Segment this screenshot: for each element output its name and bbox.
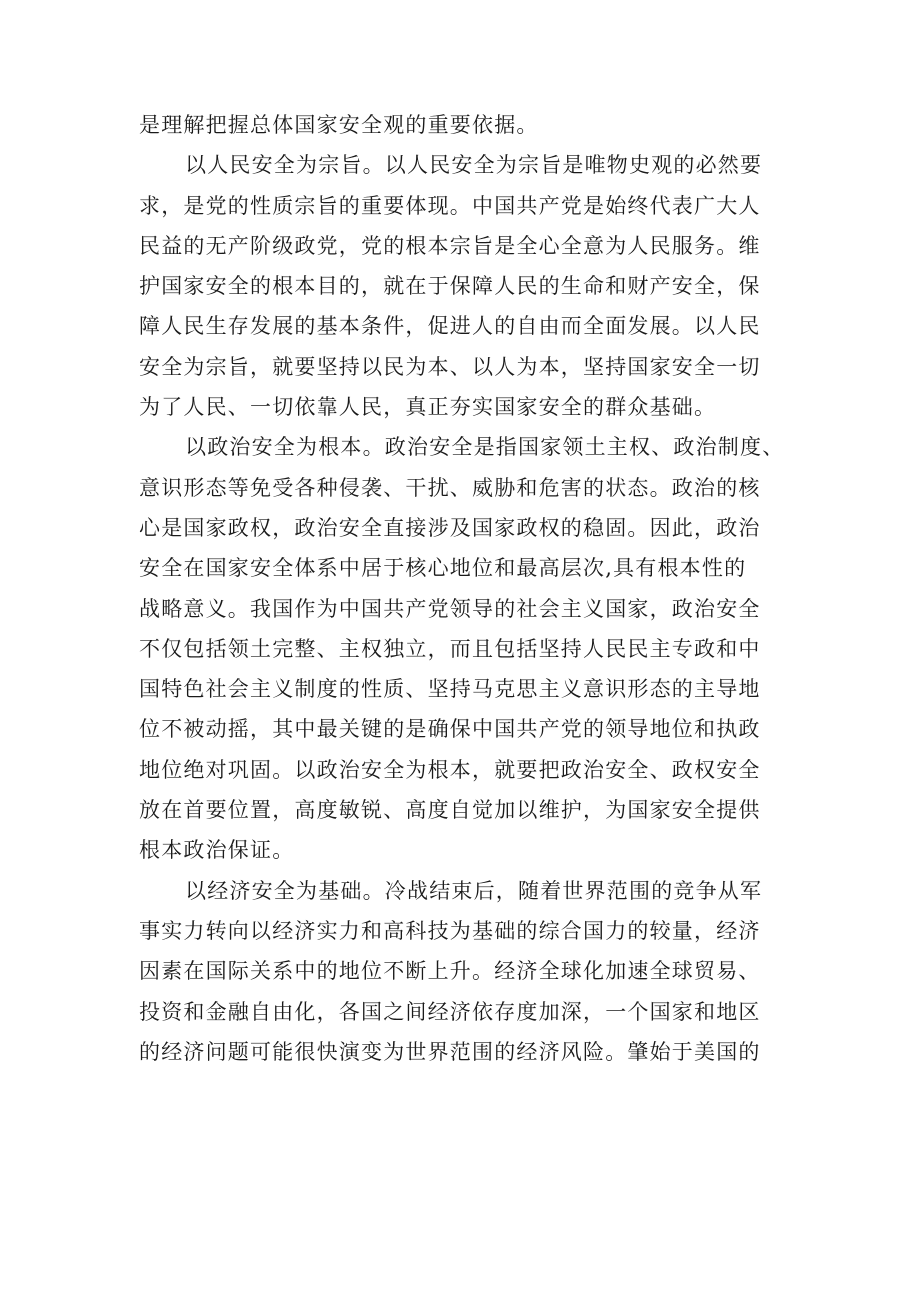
text-line: 投资和金融自由化，各国之间经济依存度加深，一个国家和地区 xyxy=(139,999,761,1024)
text-line: 位不被动摇，其中最关键的是确保中国共产党的领导地位和执政 xyxy=(139,717,761,742)
text-line: 安全为宗旨，就要坚持以民为本、以人为本，坚持国家安全一切 xyxy=(139,354,761,379)
text-line: 事实力转向以经济实力和高科技为基础的综合国力的较量，经济 xyxy=(139,918,761,943)
text-line: 求，是党的性质宗旨的重要体现。中国共产党是始终代表广大人 xyxy=(139,193,761,218)
paragraph-first-line: 以政治安全为根本。政治安全是指国家领土主权、政治制度、 xyxy=(185,435,785,460)
text-line: 的经济问题可能很快演变为世界范围的经济风险。肇始于美国的 xyxy=(139,1039,761,1064)
text-line: 因素在国际关系中的地位不断上升。经济全球化加速全球贸易、 xyxy=(139,959,761,984)
paragraph-first-line: 以人民安全为宗旨。以人民安全为宗旨是唯物史观的必然要 xyxy=(185,153,763,178)
text-line: 安全在国家安全体系中居于核心地位和最高层次,具有根本性的 xyxy=(139,556,747,581)
text-line: 心是国家政权，政治安全直接涉及国家政权的稳固。因此，政治 xyxy=(139,515,761,540)
text-line: 障人民生存发展的基本条件，促进人的自由而全面发展。以人民 xyxy=(139,314,761,339)
text-line: 护国家安全的根本目的，就在于保障人民的生命和财产安全，保 xyxy=(139,274,761,299)
text-line: 意识形态等免受各种侵袭、干扰、威胁和危害的状态。政治的核 xyxy=(139,475,761,500)
text-line: 民益的无产阶级政党，党的根本宗旨是全心全意为人民服务。维 xyxy=(139,233,761,258)
body-text xyxy=(139,105,799,1072)
paragraph-first-line: 以经济安全为基础。冷战结束后，随着世界范围的竞争从军 xyxy=(185,878,763,903)
text-line: 不仅包括领土完整、主权独立，而且包括坚持人民民主专政和中 xyxy=(139,636,761,661)
text-line: 根本政治保证。 xyxy=(139,838,295,863)
text-line: 国特色社会主义制度的性质、坚持马克思主义意识形态的主导地 xyxy=(139,677,761,702)
text-line: 战略意义。我国作为中国共产党领导的社会主义国家，政治安全 xyxy=(139,596,761,621)
text-line: 为了人民、一切依靠人民，真正夯实国家安全的群众基础。 xyxy=(139,395,717,420)
text-line: 是理解把握总体国家安全观的重要依据。 xyxy=(139,113,539,137)
text-line: 地位绝对巩固。以政治安全为根本，就要把政治安全、政权安全 xyxy=(139,757,761,782)
text-line: 放在首要位置，高度敏锐、高度自觉加以维护，为国家安全提供 xyxy=(139,798,761,823)
